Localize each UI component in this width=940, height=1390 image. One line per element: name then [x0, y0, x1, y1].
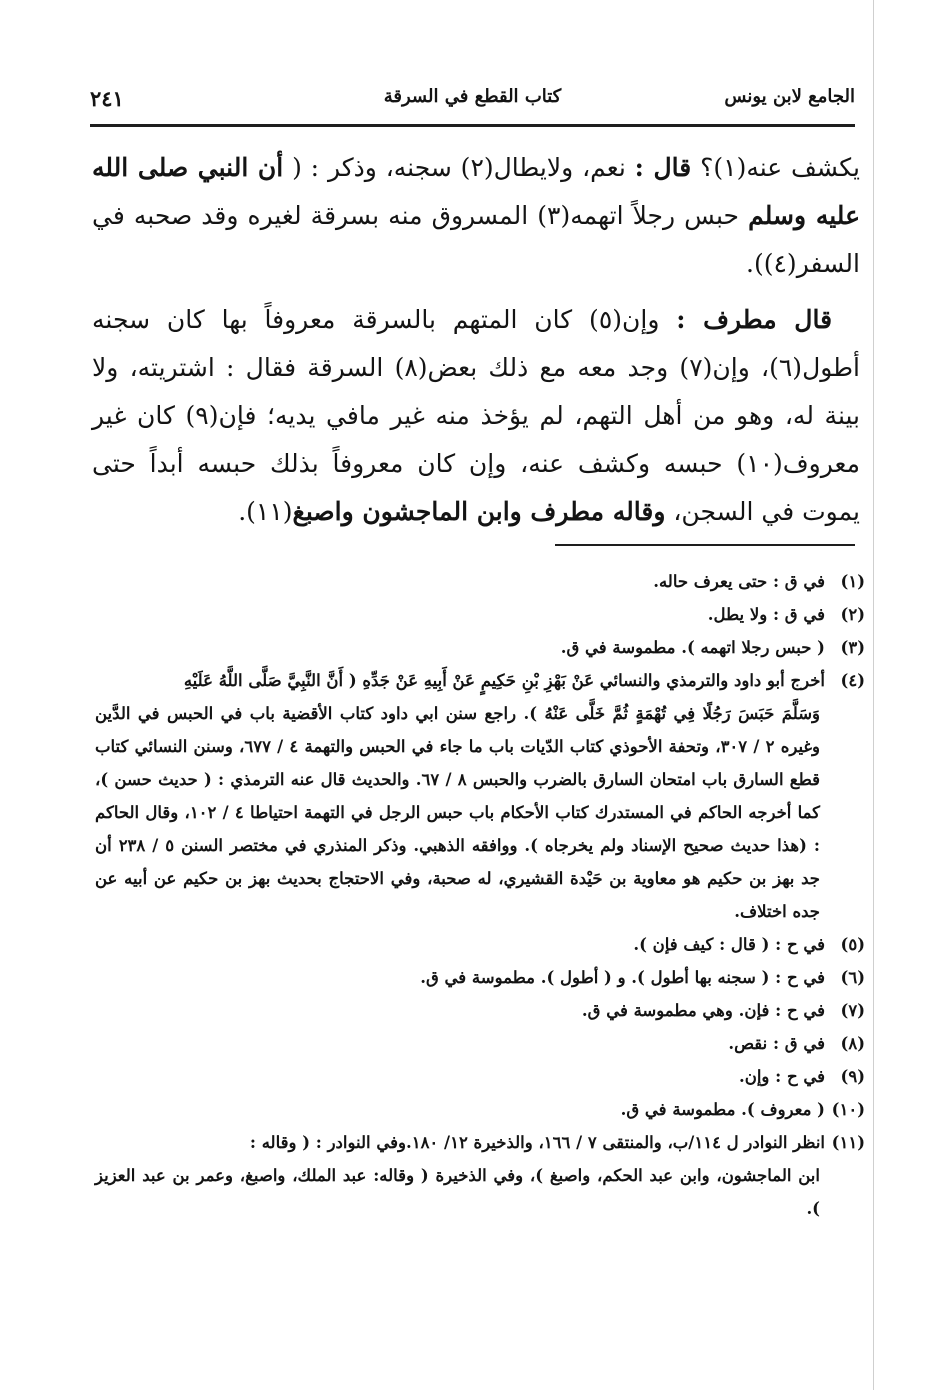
- qala-label: قال :: [634, 153, 692, 182]
- footnote-7: (٧)في ح : فإن. وهي مطموسة في ق.: [581, 1001, 865, 1020]
- footnote-2: (٢)في ق : ولا يطل.: [707, 605, 865, 624]
- attribution-phrase: وقاله مطرف وابن الماجشون واصبغ: [292, 497, 666, 526]
- footnote-marker-1: (١): [713, 153, 747, 182]
- footnote-marker-4: (٤): [763, 249, 797, 278]
- footnote-marker-2: (٢): [460, 153, 494, 182]
- footnote-marker-5: (٥): [589, 305, 623, 334]
- main-text: [92, 144, 860, 544]
- footnote-marker-8: (٨): [394, 353, 428, 382]
- footnotes: [95, 565, 865, 1225]
- footnote-marker-7: (٧): [679, 353, 713, 382]
- footnote-marker-6: (٦): [769, 353, 803, 382]
- header-rule: [90, 124, 855, 127]
- hadith-phrase: أن النبي صلى الله عليه وسلم: [92, 153, 860, 230]
- paragraph-1: يكشف عنه(١)؟ قال : نعم، ولايطال(٢) سجنه، وذكر : ( أن النبي صلى الله عليه وسلم حبس رجلاً اتهمه(٣) المسروق منه بسرقة لغيره وقد صحبه في السفر(٤)).: [92, 153, 860, 278]
- footnote-marker-9: (٩): [185, 401, 219, 430]
- running-header: [90, 86, 855, 120]
- footnote-marker-10: (١٠): [736, 449, 783, 478]
- footnote-6: (٦)في ح : ( سجنه بها أطول ). و ( أطول ). مطموسة في ق.: [420, 968, 865, 987]
- footnote-1: (١)في ق : حتى يعرف حاله.: [653, 572, 865, 591]
- footnote-marker-11: (١١): [246, 497, 293, 526]
- footnote-3: (٣)( حبس رجلا اتهمه ). مطموسة في ق.: [560, 638, 865, 657]
- page-edge: [873, 0, 874, 1390]
- footnote-5: (٥)في ح : ( قال : كيف فإن ).: [633, 935, 865, 954]
- page-number: ٢٤١: [90, 86, 124, 111]
- header-chapter-title: كتاب القطع في السرقة: [383, 86, 562, 107]
- header-book-title: الجامع لابن يونس: [724, 86, 855, 107]
- footnote-11: (١١)انظر النوادر ل ١١٤/ب، والمنتقى ٧ / ١٦٦، والذخيرة ١٢/ ١٨٠.وفي النوادر : ( وقاله : ابن الماجشون، وابن عبد الحكم، واصبغ )، وفي الذخيرة ( وقاله: عبد الملك، واصبغ، وعمر بن عبد العزيز ).: [95, 1133, 865, 1218]
- footnote-4: (٤)أخرج أبو داود والترمذي والنسائي عَنْ بَهْزِ بْنِ حَكِيمٍ عَنْ أَبِيهِ عَنْ جَدِّهِ ( أَنَّ النَّبِيَّ صَلَّى اللَّهُ عَلَيْهِ وَسَلَّمَ حَبَسَ رَجُلًا فِي تُهْمَةٍ ثُمَّ خَلَّى عَنْهُ ). راجع سنن ابي داود كتاب الأقضية باب في الحبس في الدَّين وغيره ٢ / ٣٠٧، وتحفة الأحوذي كتاب الدّيات باب ما جاء في الحبس والتهمة ٤ / ٦٧٧، وسنن النسائي كتاب قطع السارق باب امتحان السارق بالضرب والحبس ٨ / ٦٧. والحديث قال عنه الترمذي : ( حديث حسن )، كما أخرجه الحاكم في المستدرك كتاب الأحكام باب حبس الرجل في التهمة احتياطا ٤ / ١٠٢، وقال الحاكم : (هذا حديث صحيح الإسناد ولم يخرجاه ). ووافقه الذهبي. وذكر المنذري في مختصر السنن ٥ / ٢٣٨ أن جد بهز بن حكيم هو معاوية بن حَيْدة القشيري، له صحبة، وفي الاحتجاج بحديث بهز بن حكيم عن أبيه عن جده اختلاف.: [95, 671, 865, 921]
- footnote-separator: [555, 544, 855, 546]
- footnote-marker-3: (٣): [537, 201, 571, 230]
- footnote-8: (٨)في ق : نقص.: [728, 1034, 865, 1053]
- paragraph-2: قال مطرف : وإن(٥) كان المتهم بالسرقة معروفاً بها كان سجنه أطول(٦)، وإن(٧) وجد معه مع ذلك بعض(٨) السرقة فقال : اشتريته، ولا بينة له، وهو من أهل التهم، لم يؤخذ منه غير مافي يديه؛ فإن(٩) كان غير معروف(١٠) حبسه وكشف عنه، وإن كان معروفاً بذلك حبسه أبداً حتى يموت في السجن، وقاله مطرف وابن الماجشون واصبغ(١١).: [92, 305, 860, 526]
- footnote-10: (١٠)( معروف ). مطموسة في ق.: [620, 1100, 865, 1119]
- qala-mutarrif-label: قال مطرف :: [676, 305, 833, 334]
- footnote-9: (٩)في ح : وإن.: [738, 1067, 865, 1086]
